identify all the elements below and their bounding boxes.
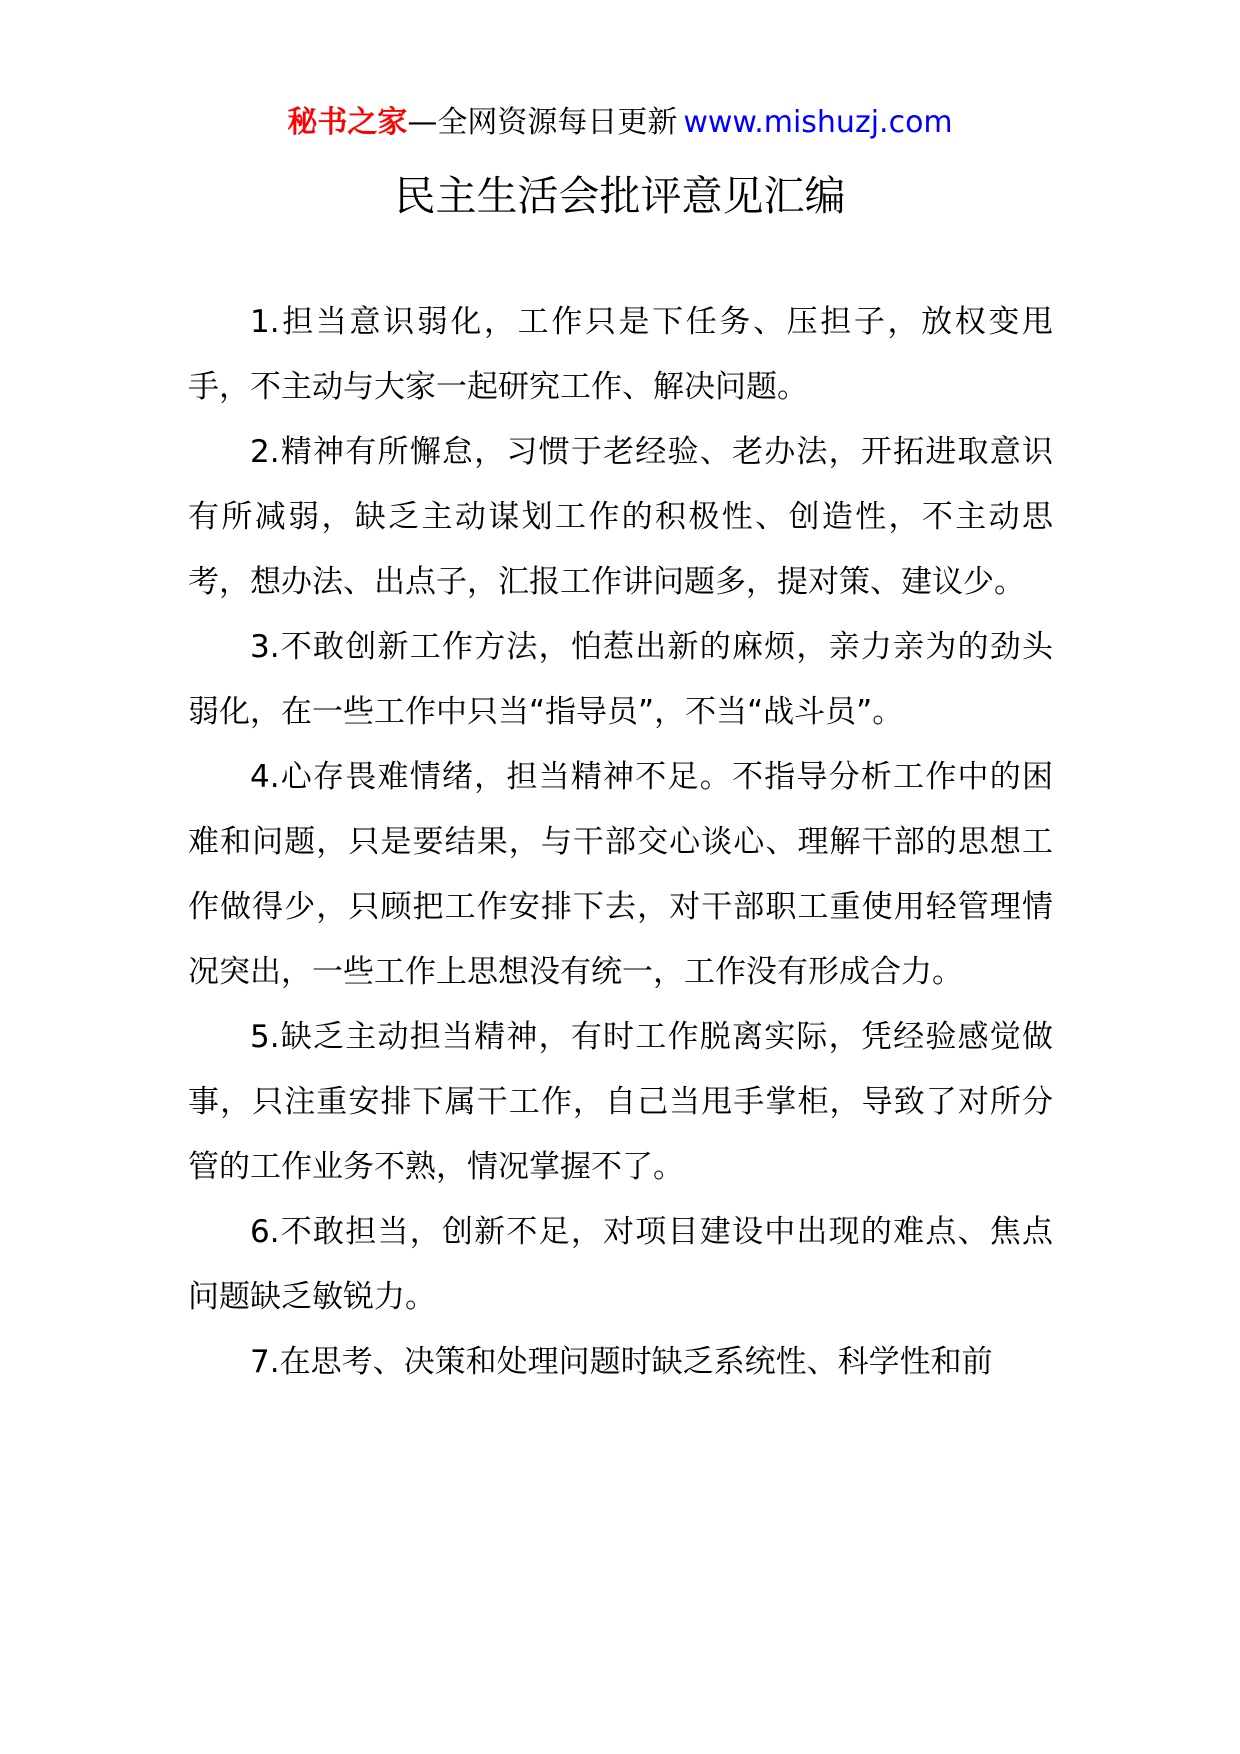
header-tagline: —全网资源每日更新 <box>407 105 678 140</box>
paragraph-2: 2.精神有所懈怠，习惯于老经验、老办法，开拓进取意识有所减弱，缺乏主动谋划工作的积极性、创造性，不主动思考，想办法、出点子，汇报工作讲问题多，提对策、建议少。 <box>188 434 1053 600</box>
paragraph-3: 3.不敢创新工作方法，怕惹出新的麻烦，亲力亲为的劲头弱化，在一些工作中只当“指导员”，不当“战斗员”。 <box>188 629 1053 730</box>
paragraph-7: 7.在思考、决策和处理问题时缺乏系统性、科学性和前 <box>250 1344 993 1380</box>
site-header <box>0 100 1240 146</box>
brand-name: 秘书之家 <box>287 105 408 140</box>
paragraph-5: 5.缺乏主动担当精神，有时工作脱离实际，凭经验感觉做事，只注重安排下属干工作，自己当甩手掌柜，导致了对所分管的工作业务不熟，情况掌握不了。 <box>188 1019 1053 1185</box>
document-title: 民主生活会批评意见汇编 <box>394 172 846 220</box>
site-url-link[interactable]: www.mishuzj.com <box>683 105 953 140</box>
paragraph-6: 6.不敢担当，创新不足，对项目建设中出现的难点、焦点问题缺乏敏锐力。 <box>188 1214 1053 1315</box>
paragraph-4: 4.心存畏难情绪，担当精神不足。不指导分析工作中的困难和问题，只是要结果，与干部交心谈心、理解干部的思想工作做得少，只顾把工作安排下去，对干部职工重使用轻管理情况突出，一些工作上思想没有统一，工作没有形成合力。 <box>188 759 1053 990</box>
paragraph-1: 1.担当意识弱化，工作只是下任务、压担子，放权变甩手，不主动与大家一起研究工作、解决问题。 <box>188 304 1053 405</box>
document-body <box>188 290 1053 1395</box>
